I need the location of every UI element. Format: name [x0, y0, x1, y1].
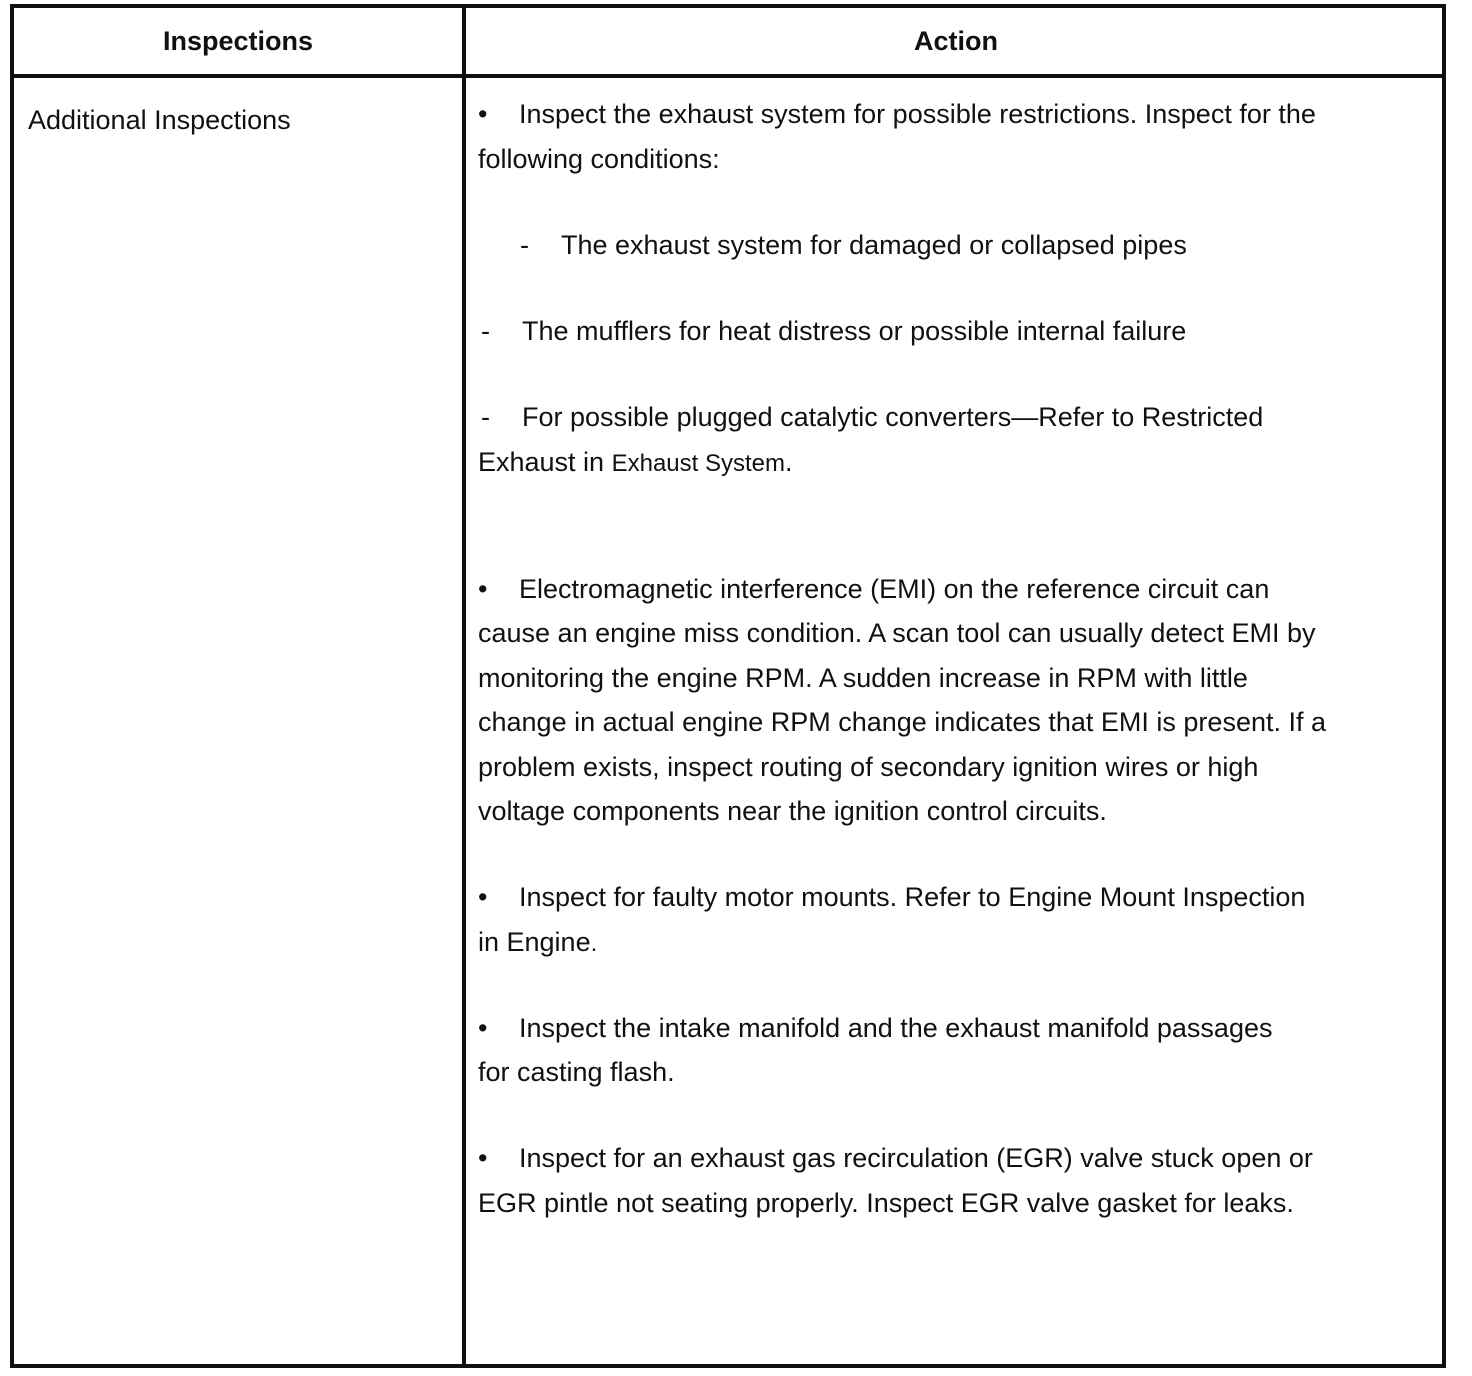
list-item: • Electromagnetic interference (EMI) on the reference circuit can: [478, 574, 1270, 604]
bullet: •: [478, 574, 488, 604]
bullet: •: [478, 882, 488, 912]
bullet: •: [478, 1013, 488, 1043]
header-inspections: Inspections: [162, 26, 314, 56]
list-item: • Inspect the intake manifold and the exhaust manifold passages: [478, 1013, 1273, 1043]
list-item-continuation: cause an engine miss condition. A scan tool can usually detect EMI by: [478, 618, 1316, 648]
bullet: •: [478, 1143, 488, 1173]
bullet: •: [478, 99, 488, 129]
dash: -: [481, 316, 490, 346]
list-item-continuation: voltage components near the ignition control circuits.: [478, 796, 1107, 826]
list-item-continuation: for casting flash.: [478, 1057, 675, 1087]
header-divider: [14, 74, 1442, 78]
list-item-continuation: problem exists, inspect routing of secondary ignition wires or high: [478, 752, 1259, 782]
list-item-continuation: EGR pintle not seating properly. Inspect EGR valve gasket for leaks.: [478, 1188, 1294, 1218]
sub-item: - The exhaust system for damaged or collapsed pipes: [520, 230, 1187, 260]
sub-item: - The mufflers for heat distress or possible internal failure: [481, 316, 1187, 346]
list-item-continuation: monitoring the engine RPM. A sudden increase in RPM with little: [478, 663, 1248, 693]
column-divider: [462, 8, 466, 1364]
list-item: • Inspect the exhaust system for possible restrictions. Inspect for the: [478, 99, 1316, 129]
manual-reference: Exhaust System: [611, 450, 785, 477]
dash: -: [520, 230, 529, 260]
list-item-continuation: change in actual engine RPM change indicates that EMI is present. If a: [478, 707, 1326, 737]
list-item-continuation: following conditions:: [478, 144, 720, 174]
list-item: • Inspect for an exhaust gas recirculation (EGR) valve stuck open or: [478, 1143, 1313, 1173]
sub-item: - For possible plugged catalytic converters—Refer to Restricted: [481, 402, 1264, 432]
inspection-table: [10, 4, 1446, 1368]
dash: -: [481, 402, 490, 432]
inspection-cell: Additional Inspections: [28, 105, 291, 135]
list-item-continuation: in Engine.: [478, 927, 598, 957]
sub-item-continuation: Exhaust in Exhaust System.: [478, 447, 793, 477]
list-item: • Inspect for faulty motor mounts. Refer to Engine Mount Inspection: [478, 882, 1306, 912]
header-action: Action: [914, 26, 998, 56]
